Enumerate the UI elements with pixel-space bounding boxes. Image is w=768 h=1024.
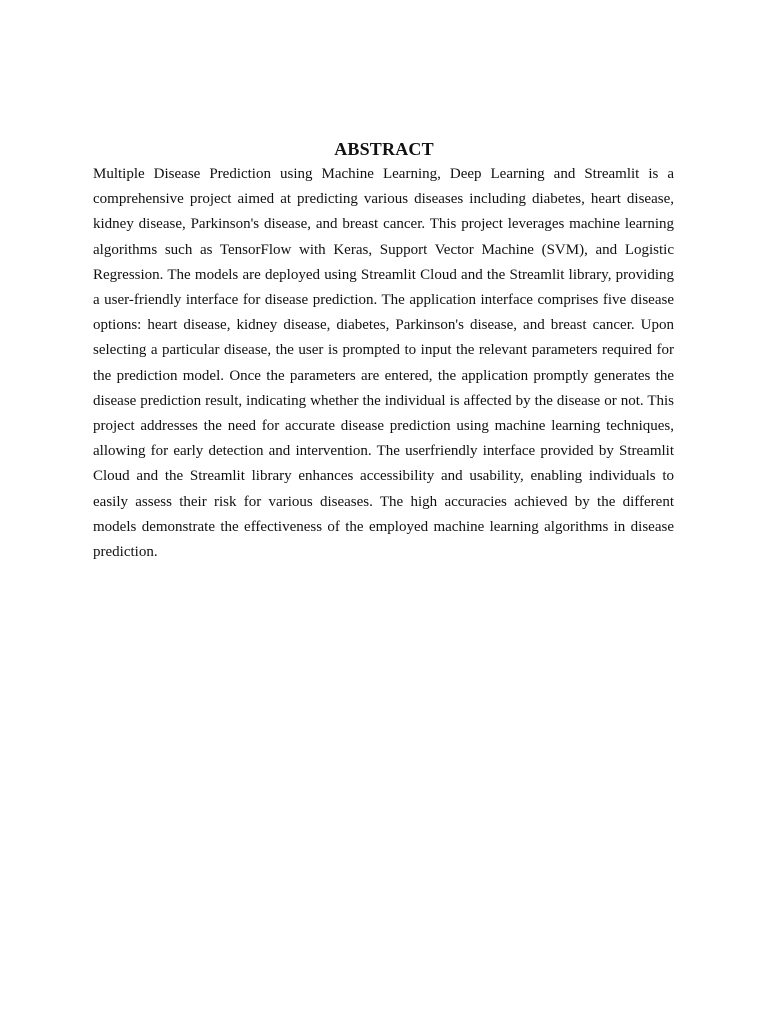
page-title: ABSTRACT [334,139,434,160]
abstract-paragraph: Multiple Disease Prediction using Machine Learning, Deep Learning and Streamlit is a comprehensive project aimed at predicting various diseases including diabetes, heart disease, kidney disease, Parkinson's disease, and breast cancer. This project leverages machine learning algorithms such as TensorFlow with Keras, Support Vector Machine (SVM), and Logistic Regression. The models are deployed using Streamlit Cloud and the Streamlit library, providing a user-friendly interface for disease prediction. The application interface comprises five disease options: heart disease, kidney disease, diabetes, Parkinson's disease, and breast cancer. Upon selecting a particular disease, the user is prompted to input the relevant parameters required for the prediction model. Once the parameters are entered, the application promptly generates the disease prediction result, indicating whether the individual is affected by the disease or not. This project addresses the need for accurate disease prediction using machine learning techniques, allowing for early detection and intervention. The userfriendly interface provided by Streamlit Cloud and the Streamlit library enhances accessibility and usability, enabling individuals to easily assess their risk for various diseases. The high accuracies achieved by the different models demonstrate the effectiveness of the employed machine learning algorithms in disease prediction. [93,166,674,561]
